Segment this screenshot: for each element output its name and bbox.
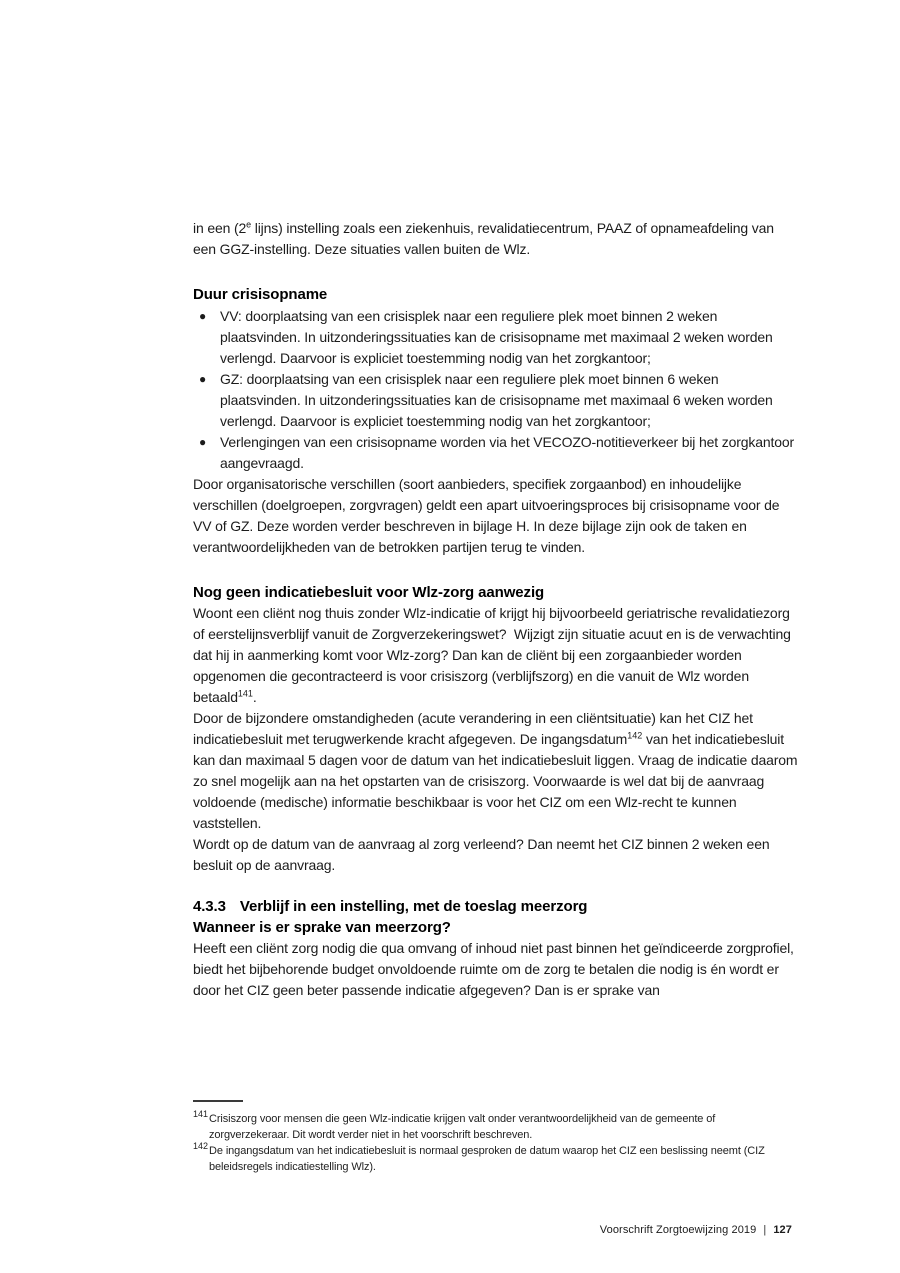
bullet-icon: ● [199,435,207,449]
paragraph-text-post: . [252,689,257,705]
footer-document-title: Voorschrift Zorgtoewijzing 2019 [599,1224,757,1236]
footnote-reference-141: 141 [237,688,253,699]
page-content [193,218,802,1001]
bullet-icon: ● [199,372,207,386]
crisisopname-bullet-list [193,306,798,474]
footnote-reference-142: 142 [627,730,643,741]
paragraph-uitvoeringsproces: Door organisatorische verschillen (soort aanbieders, specifiek zorgaanbod) en inhoudelijke verschillen (doelgroepen, zorgvragen) geldt een apart uitvoeringsproces bij crisisopname voor de VV of GZ. Deze worden verder beschreven in bijlage H. In deze bijlage zijn ook de taken en verantwoordelijkheden van de betrokken partijen terug te vinden. [193,476,784,555]
footnote-text: Crisiszorg voor mensen die geen Wlz-indicatie krijgen valt onder verantwoordelijkheid van de gemeente of zorgverzekeraar. Dit wordt verder niet in het voorschrift beschreven. [209,1113,716,1141]
paragraph-text-pre: Woont een cliënt nog thuis zonder Wlz-indicatie of krijgt hij bijvoorbeeld geriatrische revalidatiezorg of eerstelijnsverblijf vanuit de Zorgverzekeringswet? Wijzigt zijn situatie acuut en is de verwachting dat hij in aanmerking komt voor Wlz-zorg? Dan kan de cliënt bij een zorgaanbieder worden opgenomen die gecontracteerd is voor crisiszorg (verblijfszorg) en die vanuit de Wlz worden betaald [193,605,795,705]
section-number: 4.3.3 [193,898,226,915]
section-title: Verblijf in een instelling, met de toeslag meerzorg [239,898,588,915]
bullet-item-verlengingen [193,432,798,474]
heading-nog-geen-indicatiebesluit: Nog geen indicatiebesluit voor Wlz-zorg aanwezig [193,584,545,601]
intro-paragraph [193,218,798,260]
heading-duur-crisisopname: Duur crisisopname [193,286,328,303]
intro-text-post: lijns) instelling zoals een ziekenhuis, revalidatiecentrum, PAAZ of opnameafdeling van een GGZ-instelling. Deze situaties vallen buiten de Wlz. [193,220,778,257]
subheading-wanneer-meerzorg: Wanneer is er sprake van meerzorg? [193,919,451,936]
paragraph-heeft-een-client: Heeft een cliënt zorg nodig die qua omvang of inhoud niet past binnen het geïndiceerde zorgprofiel, biedt het bijbehorende budget onvoldoende ruimte om de zorg te betalen die nodig is én wordt er door het CIZ geen beter passende indicatie afgegeven? Dan is er sprake van [193,940,798,998]
heading-4-3-3-verblijf-meerzorg [193,896,798,917]
page-footer [600,1224,792,1236]
page-number: 127 [773,1224,792,1236]
paragraph-bijzondere-omstandigheden [193,708,802,834]
footnotes-section [193,1100,793,1175]
footnote-142: 142 De ingangsdatum van het indicatiebesluit is normaal gesproken de datum waarop het CIZ een beslissing neemt (CIZ beleidsregels indicatiestelling Wlz). [193,1141,765,1173]
bullet-item-vv [193,306,798,369]
paragraph-text-pre: Door de bijzondere omstandigheden (acute verandering in een cliëntsituatie) kan het CIZ het indicatiebesluit met terugwerkende kracht afgegeven. De ingangsdatum [193,710,757,747]
bullet-text: VV: doorplaatsing van een crisisplek naar een reguliere plek moet binnen 2 weken plaatsvinden. In uitzonderingssituaties kan de crisisopname met maximaal 2 weken worden verlengd. Daarvoor is expliciet toestemming nodig van het zorgkantoor; [220,308,773,366]
paragraph-datum-aanvraag: Wordt op de datum van de aanvraag al zorg verleend? Dan neemt het CIZ binnen 2 weken een besluit op de aanvraag. [193,836,774,873]
intro-text-pre: in een (2 [193,220,247,236]
bullet-text: GZ: doorplaatsing van een crisisplek naar een reguliere plek moet binnen 6 weken plaatsvinden. In uitzonderingssituaties kan de crisisopname met maximaal 6 weken worden verlengd. Daarvoor is expliciet toestemming nodig van het zorgkantoor; [220,371,773,429]
bullet-icon: ● [199,309,207,323]
footer-separator: | [763,1224,767,1236]
footnote-141: 141 Crisiszorg voor mensen die geen Wlz-indicatie krijgen valt onder verantwoordelijkheid van de gemeente of zorgverzekeraar. Dit wordt verder niet in het voorschrift beschreven. [193,1109,716,1141]
footnote-text: De ingangsdatum van het indicatiebesluit is normaal gesproken de datum waarop het CIZ een beslissing neemt (CIZ beleidsregels indicatiestelling Wlz). [209,1145,765,1173]
paragraph-text-post: van het indicatiebesluit kan dan maximaal 5 dagen voor de datum van het indicatiebesluit liggen. Vraag de indicatie daarom zo snel mogelijk aan na het opstarten van de crisiszorg. Voorwaarde is wel dat bij de aanvraag voldoende (medische) informatie beschikbaar is voor het CIZ om een Wlz-recht te kunnen vaststellen. [193,731,802,831]
footnote-separator-line [193,1100,243,1102]
ordinal-superscript: e [246,219,251,230]
bullet-text: Verlengingen van een crisisopname worden via het VECOZO-notitieverkeer bij het zorgkantoor aangevraagd. [220,434,795,471]
paragraph-woont-een-client [193,603,798,708]
bullet-item-gz [193,369,798,432]
